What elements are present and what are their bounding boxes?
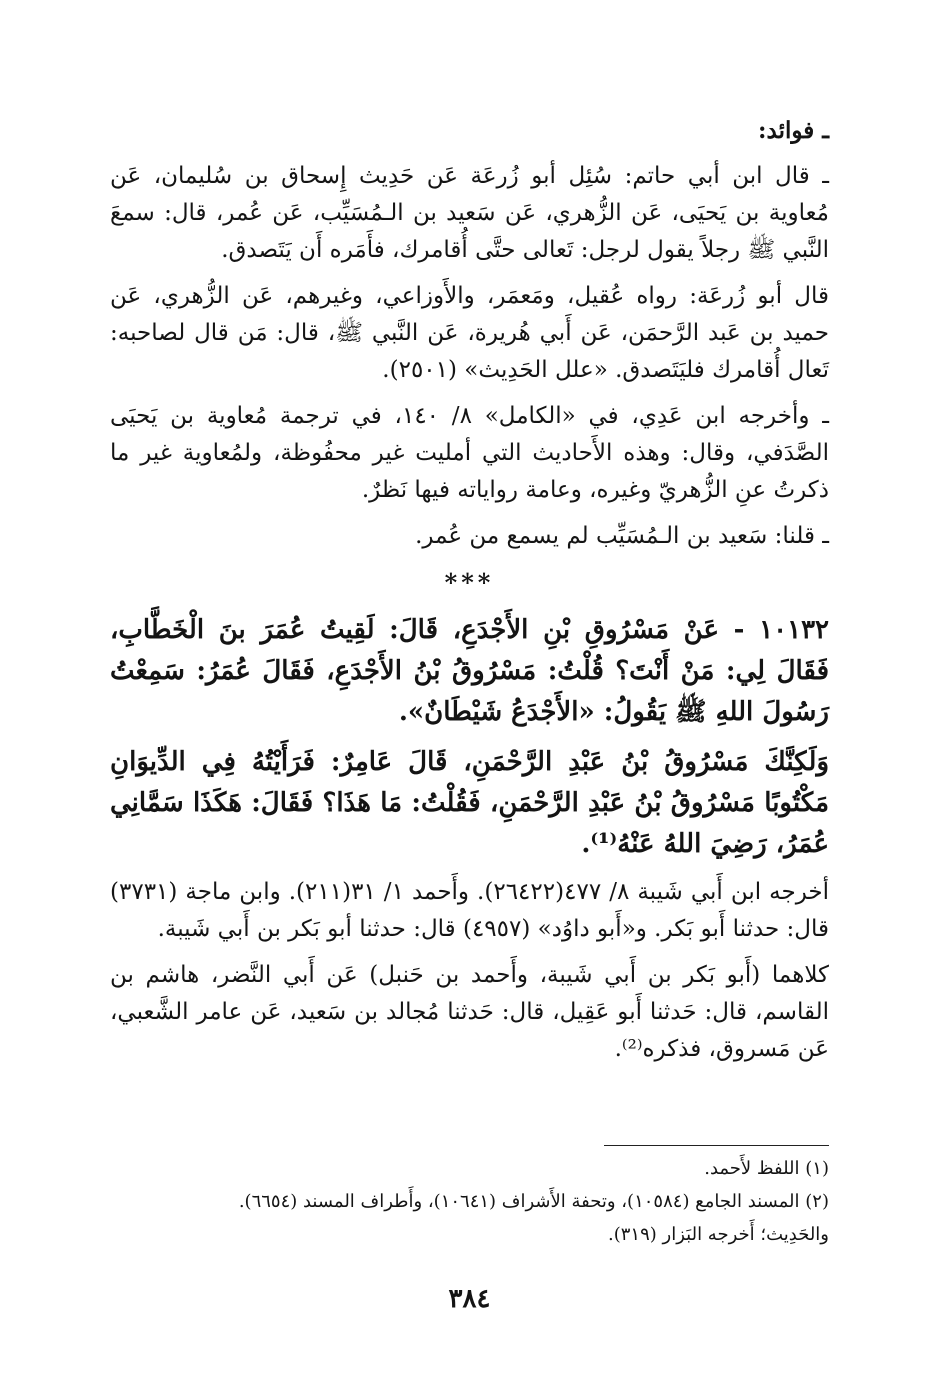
footnotes bbox=[110, 1152, 829, 1251]
paragraph: ـ قلنا: سَعيد بن الـمُسَيِّب لم يسمع من عُمر. bbox=[415, 523, 829, 549]
footnote: (٢) المسند الجامع (١٠٥٨٤)، وتحفة الأَشراف (١٠٦٤١)، وأَطراف المسند (٦٦٥٤). bbox=[238, 1191, 829, 1212]
footnote: (١) اللفظ لأَحمد. bbox=[704, 1158, 829, 1179]
section-separator: *** bbox=[444, 568, 495, 597]
hadith-text: ١٠١٣٢ - عَنْ مَسْرُوقِ بْنِ الأَجْدَعِ، قَالَ: لَقِيتُ عُمَرَ بنَ الْخَطَّابِ، فَقَالَ لِي: مَنْ أَنْتَ؟ قُلْتُ: مَسْرُوقُ بْنُ الأَجْدَعِ، فَقَالَ عُمَرُ: سَمِعْتُ رَسُولَ اللهِ ﷺ يَقُولُ: «الأَجْدَعُ شَيْطَانٌ». bbox=[110, 615, 829, 727]
takhrij-paragraph: أخرجه ابن أَبي شَيبة ٨/ ٤٧٧(٢٦٤٢٢). وأَحمد ١/ ٣١(٢١١). وابن ماجة (٣٧٣١) قال: حدثنا أَبو بَكر. و«أَبو داوُد» (٤٩٥٧) قال: حدثنا أبو بَكر بن أَبي شَيبة. bbox=[110, 879, 829, 942]
takhrij-paragraph: كلاهما (أَبو بَكر بن أَبي شَيبة، وأَحمد بن حَنبل) عَن أَبي النَّضر، هاشم بن القاسم، قال: حَدثنا أَبو عَقِيل، قال: حَدثنا مُجالد بن سَعيد، عَن عامر الشَّعبي، عَن مَسروق، فذكره⁽²⁾. bbox=[110, 962, 829, 1062]
paragraph: قال أبو زُرعَة: رواه عُقيل، ومَعمَر، والأَوزاعي، وغيرهم، عَن الزُّهري، عَن حميد بن عَبد الرَّحمَن، عَن أَبي هُريرة، عَن النَّبي ﷺ، قال: مَن قال لصاحبه: تَعال أُقامرك فليَتَصدق. «علل الحَدِيث» (٢٥٠١). bbox=[110, 283, 829, 383]
paragraph: ـ قال ابن أبي حاتم: سُئِل أبو زُرعَة عَن حَدِيث إِسحاق بن سُليمان، عَن مُعاوية بن يَحيَى، عَن الزُّهري، عَن سَعيد بن الـمُسَيِّب، عَن عُمر، قال: سمعَ النَّبي ﷺ رجلاً يقول لرجل: تَعالى حتَّى أُقامرك، فأَمَره أَن يَتَصدق. bbox=[110, 163, 829, 263]
hadith-text: وَلَكِنَّكَ مَسْرُوقُ بْنُ عَبْدِ الرَّحْمَنِ، قَالَ عَامِرٌ: فَرَأَيْتُهُ فِي الدِّيوَانِ مَكْتُوبًا مَسْرُوقُ بْنُ عَبْدِ الرَّحْمَنِ، فَقُلْتُ: مَا هَذَا؟ فَقَالَ: هَكَذَا سَمَّانِي عُمَرُ، رَضِيَ اللهُ عَنْهُ⁽¹⁾. bbox=[110, 747, 829, 859]
footnote: والحَدِيث؛ أَخرجه البَزار (٣١٩). bbox=[608, 1224, 829, 1245]
footnote-divider bbox=[604, 1145, 829, 1146]
main-text bbox=[110, 112, 829, 1077]
page-number: ٣٨٤ bbox=[448, 1284, 491, 1314]
section-heading: ـ فوائد: bbox=[758, 117, 829, 144]
paragraph: ـ وأخرجه ابن عَدِي، في «الكامل» ٨/ ١٤٠، في ترجمة مُعاوية بن يَحيَى الصَّدَفي، وقال: وهذه الأَحاديث التي أمليت غير محفُوظة، ولمُعاوية غير ما ذكرتُ عنِ الزُّهريّ وغيره، وعامة رواياته فيها نَظرٌ. bbox=[110, 403, 829, 503]
